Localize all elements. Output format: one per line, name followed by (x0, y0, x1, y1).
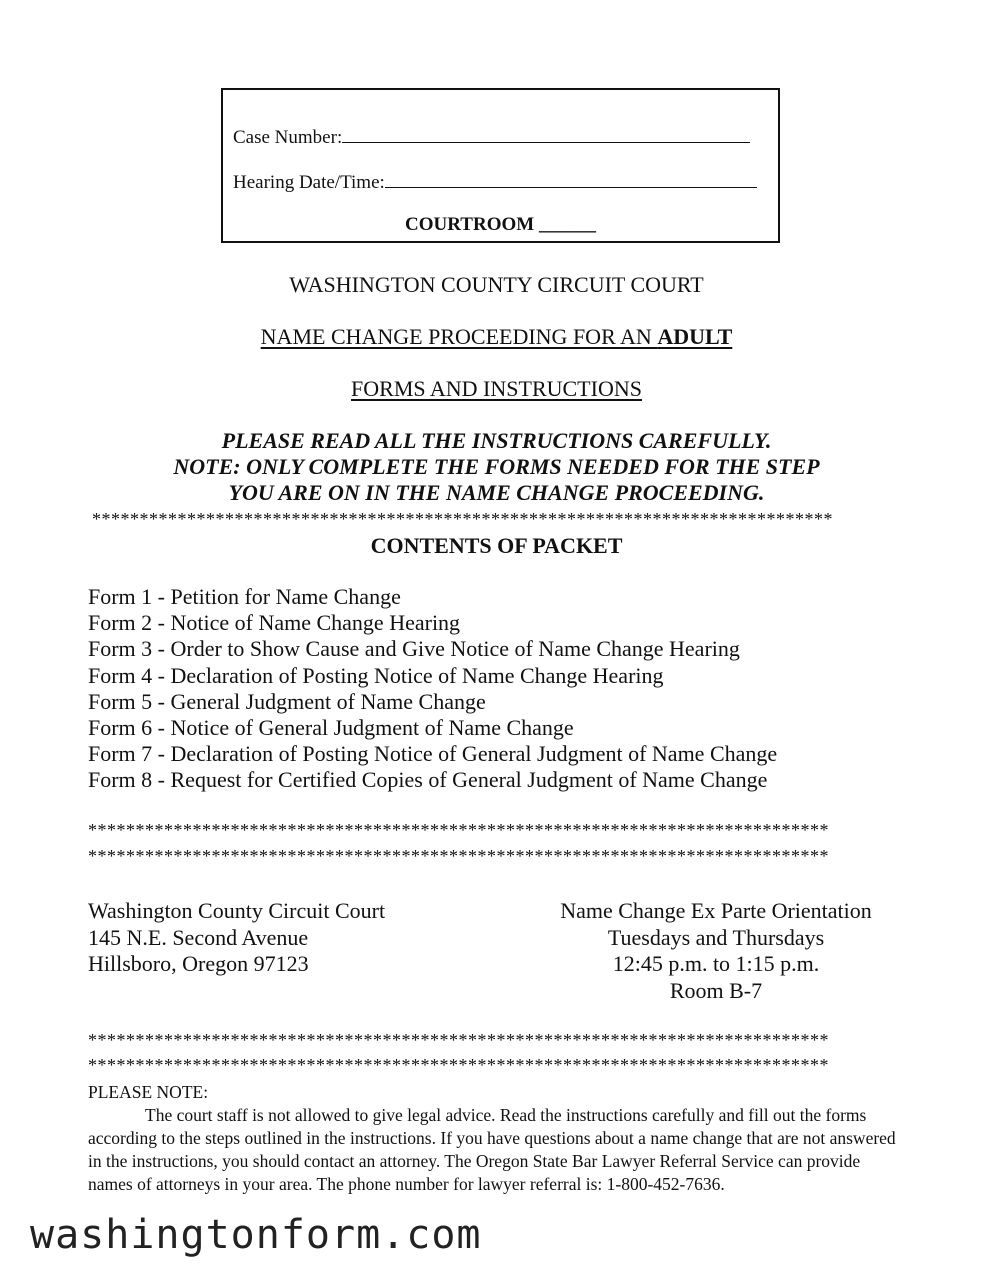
address-line-2: 145 N.E. Second Avenue (88, 924, 309, 950)
hearing-row (233, 169, 757, 194)
case-number-field[interactable] (342, 124, 750, 143)
orientation-line-1: Name Change Ex Parte Orientation (560, 898, 872, 923)
contents-title: CONTENTS OF PACKET (370, 533, 623, 558)
list-item: Form 8 - Request for Certified Copies of General Judgment of Name Change (88, 767, 768, 793)
hearing-date-field[interactable] (385, 169, 757, 188)
instruction-line-2: NOTE: ONLY COMPLETE THE FORMS NEEDED FOR THE STEP (173, 454, 820, 479)
orientation-line-4: Room B-7 (669, 977, 763, 1003)
list-item: Form 1 - Petition for Name Change (88, 584, 401, 609)
hearing-label: Hearing Date/Time: (233, 172, 385, 193)
list-item: Form 3 - Order to Show Cause and Give Notice of Name Change Hearing (88, 636, 740, 662)
courtroom-label: COURTROOM ______ (405, 214, 596, 235)
separator-1: ****************************************************************************** (92, 509, 833, 529)
instruction-line-3: YOU ARE ON IN THE NAME CHANGE PROCEEDING. (228, 480, 765, 505)
list-item: Form 4 - Declaration of Posting Notice of Name Change Hearing (88, 662, 664, 688)
orientation-line-3: 12:45 p.m. to 1:15 p.m. (612, 951, 820, 976)
orientation-line-2: Tuesdays and Thursdays (607, 924, 825, 950)
proceeding-title (0, 324, 993, 350)
court-address (88, 898, 385, 978)
proceeding-prefix: NAME CHANGE PROCEEDING FOR AN (260, 324, 658, 349)
separator-3: ****************************************************************************** (88, 846, 829, 866)
address-line-1: Washington County Circuit Court (88, 898, 386, 923)
court-title: WASHINGTON COUNTY CIRCUIT COURT (289, 272, 704, 297)
separator-4: ****************************************************************************** (88, 1030, 829, 1050)
case-info-box (221, 88, 780, 243)
separator-2: ****************************************************************************** (88, 820, 829, 840)
list-item: Form 7 - Declaration of Posting Notice of General Judgment of Name Change (88, 741, 778, 767)
forms-list (88, 584, 777, 794)
orientation-info (540, 898, 892, 1004)
instruction-line-1: PLEASE READ ALL THE INSTRUCTIONS CAREFULLY. (221, 428, 772, 453)
note-body: The court staff is not allowed to give legal advice. Read the instructions carefully and fill out the forms according to the steps outlined in the instructions. If you have questions about a name change that are not answered in the instructions, you should contact an attorney. The Oregon State Bar Lawyer Referral Service can provide names of attorneys in your area. The phone number for lawyer referral is: 1-800-452-7636. (88, 1105, 896, 1194)
address-line-3: Hillsboro, Oregon 97123 (88, 951, 309, 976)
proceeding-bold: ADULT (657, 324, 733, 349)
forms-title: FORMS AND INSTRUCTIONS (351, 376, 642, 401)
list-item: Form 2 - Notice of Name Change Hearing (88, 610, 461, 636)
site-watermark: washingtonform.com (30, 1212, 482, 1258)
case-number-label: Case Number: (233, 127, 343, 148)
note-heading: PLEASE NOTE: (88, 1082, 209, 1102)
case-number-row (233, 124, 750, 149)
separator-5: ****************************************************************************** (88, 1055, 829, 1075)
list-item: Form 6 - Notice of General Judgment of Name Change (88, 715, 574, 741)
list-item: Form 5 - General Judgment of Name Change (88, 688, 486, 714)
